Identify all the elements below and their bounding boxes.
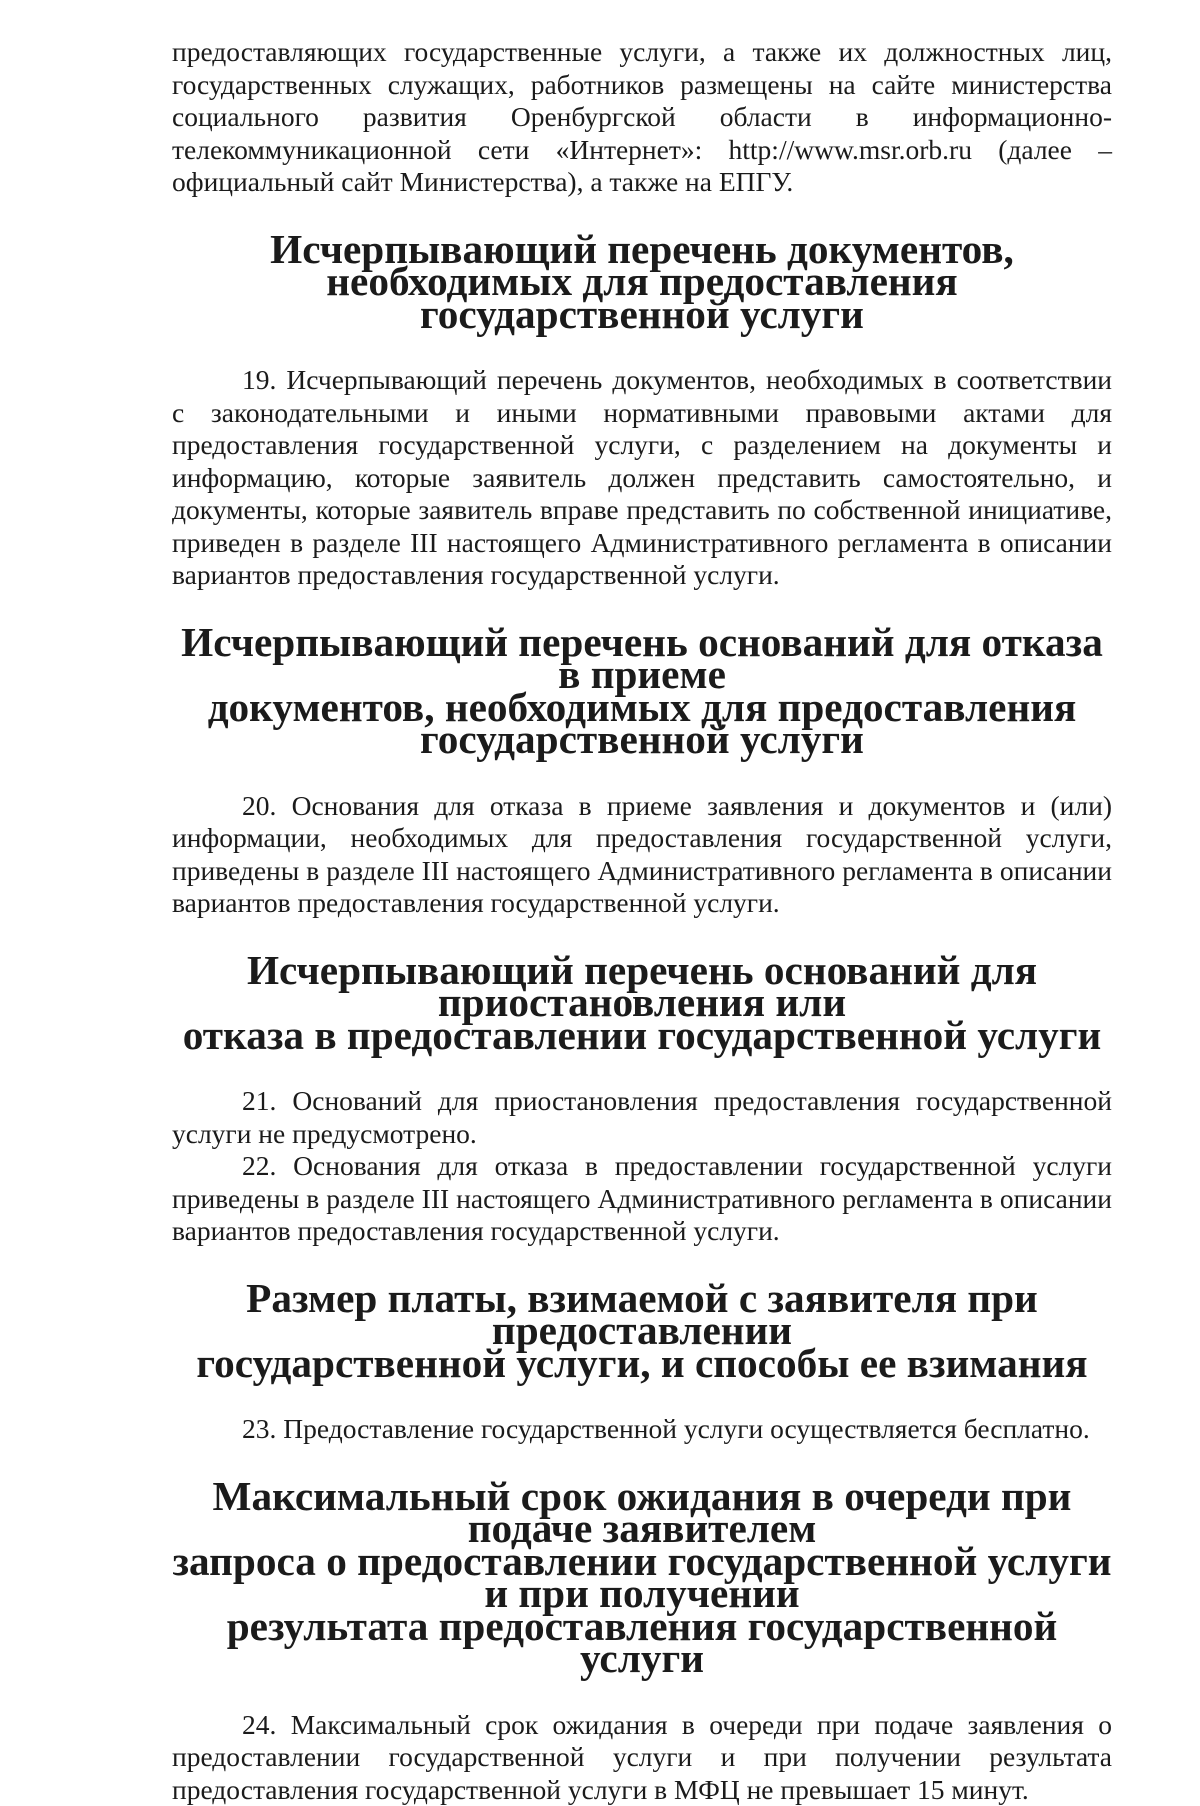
paragraph-19: 19. Исчерпывающий перечень документов, необходимых в соответствии с законодательными и иными нормативными правовыми актами для предоставления государственной услуги, с разделением на документы и информацию, которые заявитель должен представить самостоятельно, и документы, которые заявитель вправе представить по собственной инициативе, приведен в разделе III настоящего Административного регламента в описании вариантов предоставления государственной услуги. — [172, 364, 1112, 592]
section-fee — [172, 1282, 1112, 1446]
section-heading — [172, 1480, 1112, 1675]
heading-line: государственной услуги, и способы ее взимания — [172, 1347, 1112, 1380]
heading-line: необходимых для предоставления государственной услуги — [172, 265, 1112, 330]
heading-line: запроса о предоставлении государственной услуги и при получении — [172, 1545, 1112, 1610]
heading-line: отказа в предоставлении государственной услуги — [172, 1019, 1112, 1052]
heading-line: государственной услуги — [172, 723, 1112, 756]
heading-line: Максимальный срок ожидания в очереди при подаче заявителем — [172, 1480, 1112, 1545]
heading-line: Исчерпывающий перечень оснований для отказа в приеме — [172, 626, 1112, 691]
paragraph-23: 23. Предоставление государственной услуги осуществляется бесплатно. — [172, 1413, 1112, 1446]
heading-line: Исчерпывающий перечень оснований для приостановления или — [172, 954, 1112, 1019]
heading-line: документов, необходимых для предоставления — [172, 691, 1112, 724]
paragraph-22: 22. Основания для отказа в предоставлении государственной услуги приведены в разделе III настоящего Административного регламента в описании вариантов предоставления государственной услуги. — [172, 1150, 1112, 1248]
section-required-documents — [172, 233, 1112, 592]
heading-line: Исчерпывающий перечень документов, — [172, 233, 1112, 266]
section-heading — [172, 626, 1112, 756]
heading-line: результата предоставления государственной услуги — [172, 1610, 1112, 1675]
paragraph-24: 24. Максимальный срок ожидания в очереди при подаче заявления о предоставлении государственной услуги и при получении результата предоставления государственной услуги в МФЦ не превышает 15 минут. — [172, 1709, 1112, 1806]
section-queue-time — [172, 1480, 1112, 1806]
section-suspension-refusal — [172, 954, 1112, 1248]
document-page — [172, 36, 1112, 1806]
section-heading — [172, 954, 1112, 1052]
section-refusal-acceptance — [172, 626, 1112, 920]
heading-line: Размер платы, взимаемой с заявителя при предоставлении — [172, 1282, 1112, 1347]
paragraph-21: 21. Оснований для приостановления предоставления государственной услуги не предусмотрено. — [172, 1085, 1112, 1150]
section-heading — [172, 1282, 1112, 1380]
intro-paragraph: предоставляющих государственные услуги, а также их должностных лиц, государственных служащих, работников размещены на сайте министерства социального развития Оренбургской области в информационно-телекоммуникационной сети «Интернет»: http://www.msr.orb.ru (далее – официальный сайт Министерства), а также на ЕПГУ. — [172, 36, 1112, 199]
section-heading — [172, 233, 1112, 331]
paragraph-20: 20. Основания для отказа в приеме заявления и документов и (или) информации, необходимых для предоставления государственной услуги, приведены в разделе III настоящего Административного регламента в описании вариантов предоставления государственной услуги. — [172, 790, 1112, 920]
